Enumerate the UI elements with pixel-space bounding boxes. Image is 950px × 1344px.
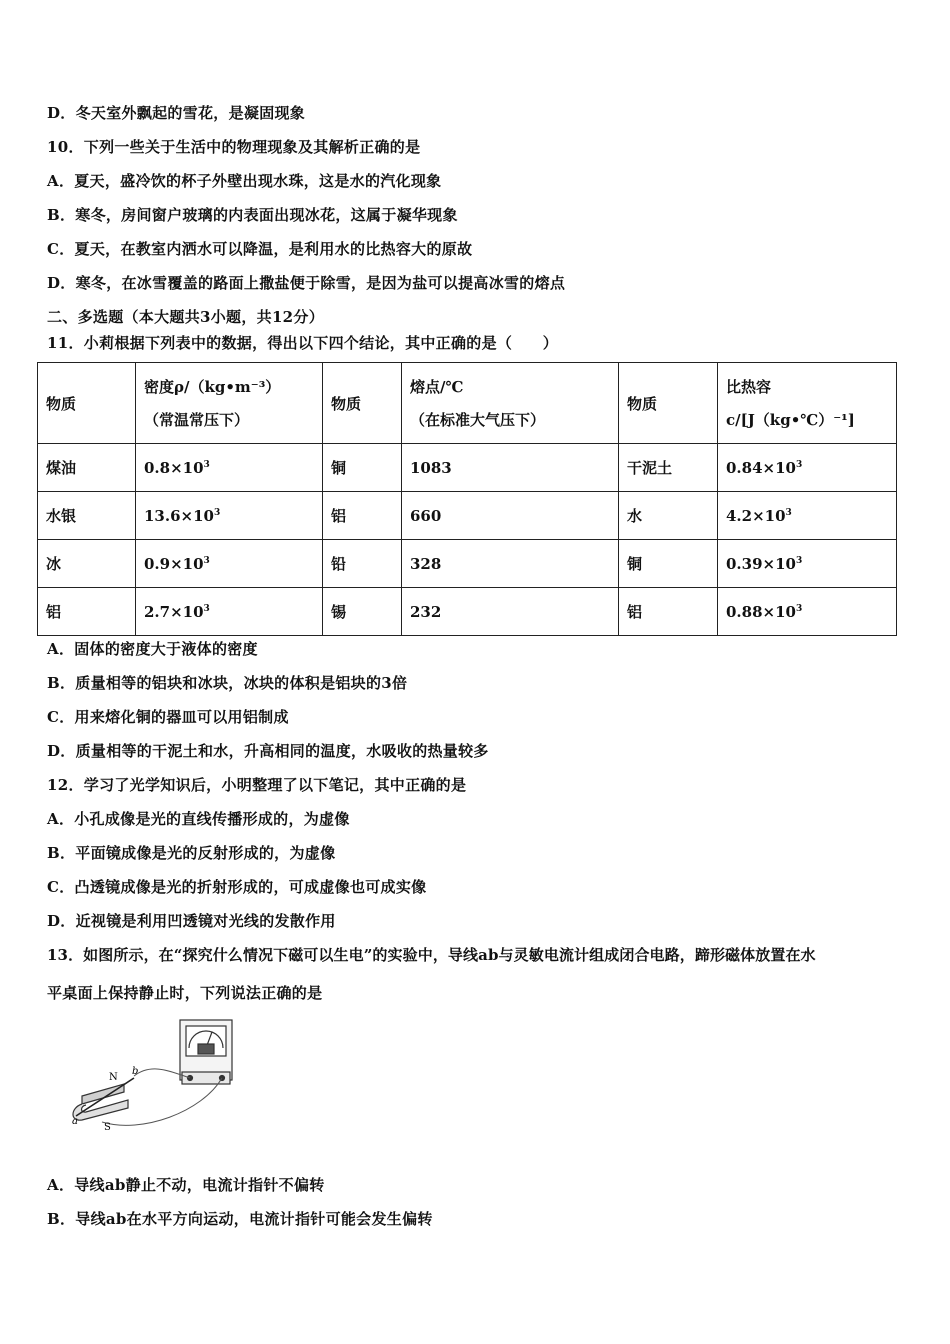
table-cell: 1083: [402, 444, 619, 492]
cell-value: 0.39×10: [726, 554, 796, 573]
table-cell: 660: [402, 492, 619, 540]
table-row: [38, 588, 897, 636]
question-12-option-c: C．凸透镜成像是光的折射形成的，可成虚像也可成实像: [47, 878, 427, 896]
cell-exponent: 3: [785, 507, 792, 518]
question-10-option-c: C．夏天，在教室内洒水可以降温，是利用水的比热容大的原故: [47, 240, 473, 258]
table-cell: 铝: [38, 588, 136, 636]
question-12-option-b: B．平面镜成像是光的反射形成的，为虚像: [47, 844, 336, 862]
cell-exponent: 3: [203, 459, 210, 470]
figure-label-s: S: [104, 1122, 111, 1133]
table-cell: [718, 492, 897, 540]
table-cell: [136, 444, 323, 492]
header-cell: [402, 363, 619, 444]
table-cell: [718, 588, 897, 636]
table-cell: [136, 540, 323, 588]
galvanometer-icon: [180, 1020, 232, 1084]
table-cell: 铜: [619, 540, 718, 588]
table-cell: 冰: [38, 540, 136, 588]
table-cell: 水银: [38, 492, 136, 540]
table-cell: 铝: [323, 492, 402, 540]
cell-value: 0.9×10: [144, 554, 204, 573]
table-cell: [136, 588, 323, 636]
table-row: [38, 444, 897, 492]
table-header-row: [38, 363, 897, 444]
table-cell: [718, 444, 897, 492]
table-cell: 铜: [323, 444, 402, 492]
question-11-option-c: C．用来熔化铜的器皿可以用铝制成: [47, 708, 289, 726]
cell-value: 13.6×10: [144, 506, 214, 525]
question-12-option-a: A．小孔成像是光的直线传播形成的，为虚像: [47, 810, 350, 828]
header-heat-unit: c/[J（kg•℃）⁻¹]: [726, 411, 855, 429]
header-cell: 物质: [38, 363, 136, 444]
table-cell: 铝: [619, 588, 718, 636]
question-10-option-d: D．寒冬，在冰雪覆盖的路面上撒盐便于除雪，是因为盐可以提高冰雪的熔点: [47, 274, 566, 292]
data-table: [37, 362, 897, 636]
table-cell: 铅: [323, 540, 402, 588]
header-density-note: （常温常压下）: [144, 411, 250, 429]
header-cell: 物质: [323, 363, 402, 444]
question-11-stem: 11．小莉根据下列表中的数据，得出以下四个结论，其中正确的是（ ）: [47, 334, 559, 352]
cell-value: 0.8×10: [144, 458, 204, 477]
table-cell: 煤油: [38, 444, 136, 492]
cell-exponent: 3: [795, 603, 803, 614]
header-heat: 比热容: [726, 378, 772, 396]
magnet-icon: [73, 1078, 134, 1120]
cell-exponent: 3: [795, 555, 803, 566]
table-row: [38, 540, 897, 588]
experiment-figure: [62, 1012, 242, 1140]
table-cell: [136, 492, 323, 540]
question-13-option-a: A．导线ab静止不动，电流计指针不偏转: [47, 1176, 325, 1194]
header-cell: [136, 363, 323, 444]
cell-exponent: 3: [203, 603, 210, 614]
question-12-stem: 12．学习了光学知识后，小明整理了以下笔记，其中正确的是: [47, 776, 467, 794]
figure-label-b: b: [132, 1066, 139, 1077]
question-12-option-d: D．近视镜是利用凹透镜对光线的发散作用: [47, 912, 336, 930]
cell-exponent: 3: [203, 555, 210, 566]
section-heading: 二、多选题（本大题共3小题，共12分）: [47, 308, 325, 326]
header-cell: 物质: [619, 363, 718, 444]
table-cell: [718, 540, 897, 588]
question-13-stem-line-2: 平桌面上保持静止时，下列说法正确的是: [47, 984, 323, 1002]
table-cell: 232: [402, 588, 619, 636]
table-row: [38, 492, 897, 540]
cell-value: 4.2×10: [726, 506, 786, 525]
cell-exponent: 3: [213, 507, 221, 518]
header-melting: 熔点/℃: [410, 378, 464, 396]
cell-value: 0.88×10: [726, 602, 796, 621]
question-11-option-b: B．质量相等的铝块和冰块，冰块的体积是铝块的3倍: [47, 674, 408, 692]
header-cell: [718, 363, 897, 444]
table-cell: 328: [402, 540, 619, 588]
cell-exponent: 3: [795, 459, 803, 470]
question-13-option-b: B．导线ab在水平方向运动，电流计指针可能会发生偏转: [47, 1210, 433, 1228]
question-10-option-a: A．夏天，盛冷饮的杯子外壁出现水珠，这是水的汽化现象: [47, 172, 442, 190]
question-13-stem-line-1: 13．如图所示，在“探究什么情况下磁可以生电”的实验中，导线ab与灵敏电流计组成闭合电路，蹄形磁体放置在水: [47, 946, 816, 964]
question-11-option-d: D．质量相等的干泥土和水，升高相同的温度，水吸收的热量较多: [47, 742, 489, 760]
figure-label-a: a: [72, 1116, 78, 1127]
question-9-option-d: D．冬天室外飘起的雪花，是凝固现象: [47, 104, 306, 122]
cell-value: 2.7×10: [144, 602, 204, 621]
table-cell: 干泥土: [619, 444, 718, 492]
header-melting-note: （在标准大气压下）: [410, 411, 546, 429]
question-10-stem: 10．下列一些关于生活中的物理现象及其解析正确的是: [47, 138, 421, 156]
table-cell: 水: [619, 492, 718, 540]
question-10-option-b: B．寒冬，房间窗户玻璃的内表面出现冰花，这属于凝华现象: [47, 206, 458, 224]
table-cell: 锡: [323, 588, 402, 636]
question-11-option-a: A．固体的密度大于液体的密度: [47, 640, 258, 658]
figure-label-n: N: [109, 1072, 118, 1083]
header-density: 密度ρ/（kg•m⁻³）: [144, 378, 281, 396]
cell-value: 0.84×10: [726, 458, 796, 477]
